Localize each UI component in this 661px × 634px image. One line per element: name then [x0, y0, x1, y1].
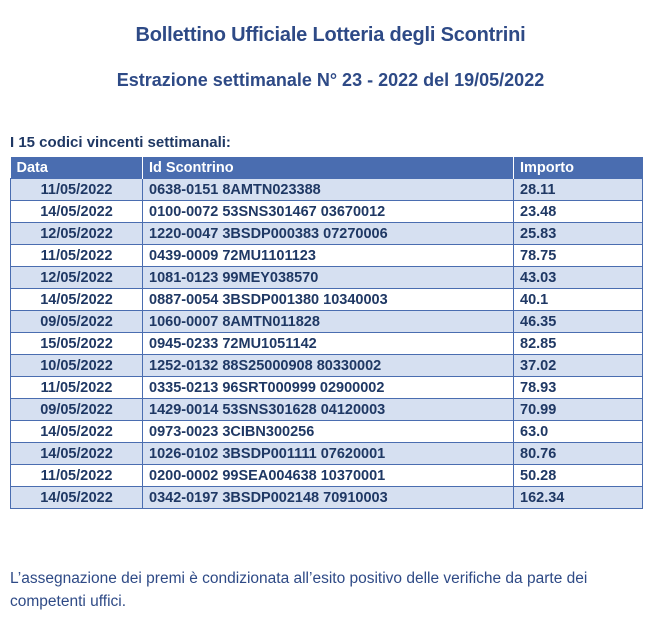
cell-amount: 40.1	[514, 289, 643, 311]
cell-amount: 25.83	[514, 223, 643, 245]
cell-date: 11/05/2022	[11, 377, 143, 399]
cell-receipt-id: 1429-0014 53SNS301628 04120003	[143, 399, 514, 421]
draw-subtitle: Estrazione settimanale N° 23 - 2022 del 19/05/2022	[116, 70, 545, 90]
table-row	[11, 289, 643, 311]
table-row	[11, 377, 643, 399]
cell-receipt-id: 1026-0102 3BSDP001111 07620001	[143, 443, 514, 465]
bulletin-title: Bollettino Ufficiale Lotteria degli Scontrini	[135, 24, 526, 46]
cell-date: 09/05/2022	[11, 399, 143, 421]
table-row	[11, 355, 643, 377]
cell-receipt-id: 0973-0023 3CIBN300256	[143, 421, 514, 443]
column-header-id: Id Scontrino	[143, 157, 514, 179]
cell-amount: 46.35	[514, 311, 643, 333]
cell-date: 11/05/2022	[11, 465, 143, 487]
cell-amount: 78.75	[514, 245, 643, 267]
column-header-date: Data	[11, 157, 143, 179]
cell-receipt-id: 0100-0072 53SNS301467 03670012	[143, 201, 514, 223]
cell-date: 14/05/2022	[11, 289, 143, 311]
cell-amount: 162.34	[514, 487, 643, 509]
cell-amount: 78.93	[514, 377, 643, 399]
table-row	[11, 245, 643, 267]
cell-amount: 50.28	[514, 465, 643, 487]
cell-date: 14/05/2022	[11, 201, 143, 223]
footer-disclaimer: L’assegnazione dei premi è condizionata all’esito positivo delle verifiche da parte dei competenti uffici.	[10, 570, 588, 610]
cell-amount: 37.02	[514, 355, 643, 377]
cell-date: 12/05/2022	[11, 223, 143, 245]
table-row	[11, 333, 643, 355]
cell-receipt-id: 0887-0054 3BSDP001380 10340003	[143, 289, 514, 311]
cell-amount: 82.85	[514, 333, 643, 355]
table-row	[11, 487, 643, 509]
table-row	[11, 465, 643, 487]
table-header-row	[11, 157, 643, 179]
table-row	[11, 443, 643, 465]
cell-receipt-id: 0335-0213 96SRT000999 02900002	[143, 377, 514, 399]
cell-date: 09/05/2022	[11, 311, 143, 333]
table-row	[11, 201, 643, 223]
cell-date: 10/05/2022	[11, 355, 143, 377]
column-header-amount: Importo	[514, 157, 643, 179]
cell-receipt-id: 0945-0233 72MU1051142	[143, 333, 514, 355]
cell-receipt-id: 1060-0007 8AMTN011828	[143, 311, 514, 333]
cell-amount: 43.03	[514, 267, 643, 289]
cell-date: 14/05/2022	[11, 487, 143, 509]
cell-receipt-id: 0342-0197 3BSDP002148 70910003	[143, 487, 514, 509]
cell-amount: 80.76	[514, 443, 643, 465]
cell-receipt-id: 0200-0002 99SEA004638 10370001	[143, 465, 514, 487]
cell-receipt-id: 1081-0123 99MEY038570	[143, 267, 514, 289]
cell-receipt-id: 0439-0009 72MU1101123	[143, 245, 514, 267]
cell-receipt-id: 1220-0047 3BSDP000383 07270006	[143, 223, 514, 245]
table-row	[11, 267, 643, 289]
cell-receipt-id: 1252-0132 88S25000908 80330002	[143, 355, 514, 377]
cell-amount: 70.99	[514, 399, 643, 421]
table-row	[11, 399, 643, 421]
cell-date: 11/05/2022	[11, 179, 143, 201]
cell-date: 14/05/2022	[11, 421, 143, 443]
winners-intro: I 15 codici vincenti settimanali:	[10, 134, 231, 151]
table-row	[11, 179, 643, 201]
winning-codes-table	[10, 157, 643, 509]
cell-date: 11/05/2022	[11, 245, 143, 267]
cell-date: 12/05/2022	[11, 267, 143, 289]
cell-date: 15/05/2022	[11, 333, 143, 355]
table-row	[11, 311, 643, 333]
cell-receipt-id: 0638-0151 8AMTN023388	[143, 179, 514, 201]
table-row	[11, 223, 643, 245]
cell-amount: 28.11	[514, 179, 643, 201]
cell-amount: 23.48	[514, 201, 643, 223]
cell-amount: 63.0	[514, 421, 643, 443]
cell-date: 14/05/2022	[11, 443, 143, 465]
table-row	[11, 421, 643, 443]
